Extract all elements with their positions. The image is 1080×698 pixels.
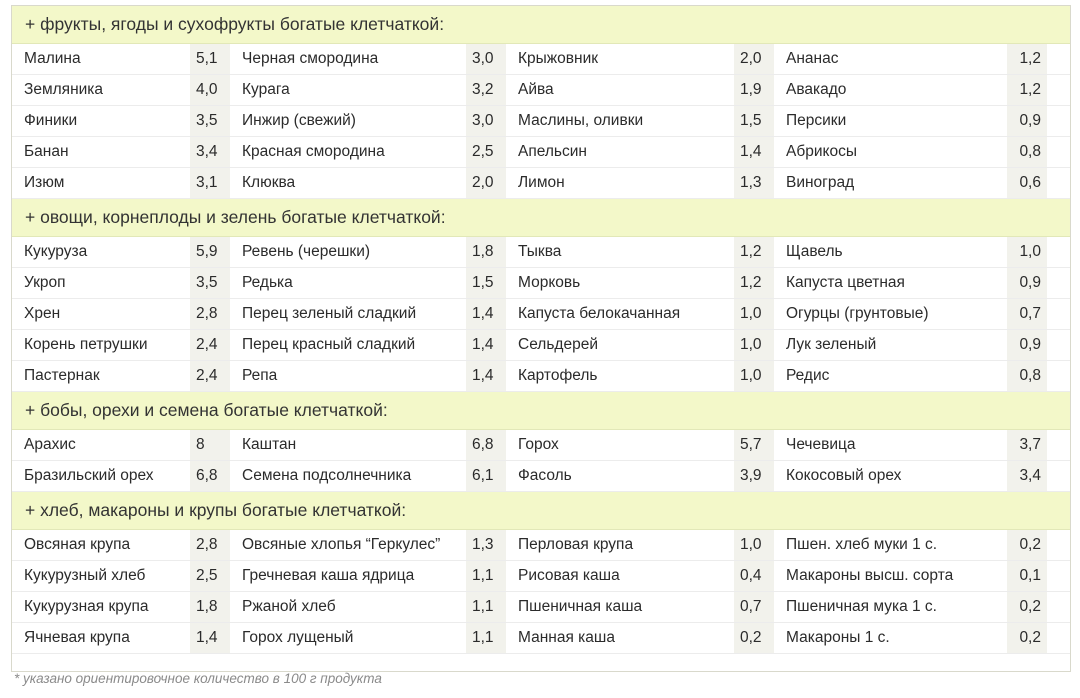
- fiber-value: 1,4: [190, 623, 230, 653]
- table-row: [12, 268, 1070, 299]
- fiber-value: 1,0: [734, 330, 774, 360]
- table-row: [12, 361, 1070, 392]
- section-header: + хлеб, макароны и крупы богатые клетчаткой:: [12, 492, 1070, 530]
- fiber-value: 6,8: [190, 461, 230, 491]
- product-name: Капуста цветная: [786, 274, 905, 291]
- table-row: [12, 299, 1070, 330]
- fiber-value: 2,8: [190, 530, 230, 560]
- product-name: Инжир (свежий): [242, 112, 356, 129]
- product-name: Перец красный сладкий: [242, 336, 416, 353]
- fiber-value: 1,4: [466, 361, 506, 391]
- fiber-value: 3,5: [190, 268, 230, 298]
- fiber-value: 3,1: [190, 168, 230, 198]
- fiber-value: 2,4: [190, 330, 230, 360]
- fiber-value: 1,2: [734, 268, 774, 298]
- product-name: Крыжовник: [518, 50, 599, 67]
- table-row: [12, 75, 1070, 106]
- product-name: Красная смородина: [242, 143, 385, 160]
- fiber-value: 1,3: [466, 530, 506, 560]
- table-row: [12, 530, 1070, 561]
- fiber-value: 5,1: [190, 44, 230, 74]
- product-name: Картофель: [518, 367, 598, 384]
- fiber-value: 1,8: [190, 592, 230, 622]
- fiber-value: 1,9: [734, 75, 774, 105]
- fiber-value: 1,1: [466, 561, 506, 591]
- fiber-value: 2,5: [466, 137, 506, 167]
- product-name: Хрен: [24, 305, 61, 322]
- table-row: [12, 430, 1070, 461]
- fiber-value: 3,2: [466, 75, 506, 105]
- fiber-value: 1,4: [734, 137, 774, 167]
- section-header: + овощи, корнеплоды и зелень богатые клетчаткой:: [12, 199, 1070, 237]
- fiber-value: 3,4: [190, 137, 230, 167]
- fiber-value: 3,0: [466, 106, 506, 136]
- product-name: Морковь: [518, 274, 581, 291]
- product-name: Каштан: [242, 436, 297, 453]
- product-name: Апельсин: [518, 143, 587, 160]
- fiber-value: 0,9: [1007, 268, 1047, 298]
- product-name: Фасоль: [518, 467, 572, 484]
- product-name: Ржаной хлеб: [242, 598, 336, 615]
- fiber-value: 1,5: [466, 268, 506, 298]
- fiber-value: 1,0: [734, 299, 774, 329]
- fiber-value: 1,4: [466, 299, 506, 329]
- fiber-value: 0,2: [734, 623, 774, 653]
- product-name: Финики: [24, 112, 78, 129]
- product-name: Семена подсолнечника: [242, 467, 412, 484]
- product-name: Лимон: [518, 174, 565, 191]
- table-row: [12, 106, 1070, 137]
- product-name: Тыква: [518, 243, 562, 260]
- fiber-value: 0,9: [1007, 330, 1047, 360]
- table-row: [12, 561, 1070, 592]
- product-name: Редька: [242, 274, 293, 291]
- product-name: Перловая крупа: [518, 536, 634, 553]
- fiber-value: 1,4: [466, 330, 506, 360]
- product-name: Ананас: [786, 50, 839, 67]
- product-name: Ревень (черешки): [242, 243, 371, 260]
- fiber-value: 0,8: [1007, 137, 1047, 167]
- fiber-value: 0,4: [734, 561, 774, 591]
- fiber-value: 4,0: [190, 75, 230, 105]
- fiber-value: 0,9: [1007, 106, 1047, 136]
- product-name: Кукурузная крупа: [24, 598, 149, 615]
- fiber-value: 2,0: [734, 44, 774, 74]
- fiber-value: 2,5: [190, 561, 230, 591]
- fiber-value: 0,1: [1007, 561, 1047, 591]
- fiber-value: 5,7: [734, 430, 774, 460]
- fiber-value: 1,2: [1007, 44, 1047, 74]
- table-row: [12, 44, 1070, 75]
- table-row: [12, 237, 1070, 268]
- product-name: Репа: [242, 367, 278, 384]
- fiber-value: 3,5: [190, 106, 230, 136]
- product-name: Рисовая каша: [518, 567, 620, 584]
- product-name: Манная каша: [518, 629, 615, 646]
- fiber-value: 6,1: [466, 461, 506, 491]
- fiber-value: 1,1: [466, 623, 506, 653]
- product-name: Макароны 1 с.: [786, 629, 890, 646]
- product-name: Банан: [24, 143, 69, 160]
- product-name: Черная смородина: [242, 50, 379, 67]
- fiber-value: 8: [190, 430, 230, 460]
- fiber-value: 1,0: [734, 530, 774, 560]
- product-name: Огурцы (грунтовые): [786, 305, 929, 322]
- fiber-value: 3,0: [466, 44, 506, 74]
- product-name: Айва: [518, 81, 554, 98]
- product-name: Малина: [24, 50, 81, 67]
- product-name: Макароны высш. сорта: [786, 567, 954, 584]
- fiber-value: 1,8: [466, 237, 506, 267]
- fiber-value: 1,5: [734, 106, 774, 136]
- fiber-value: 1,1: [466, 592, 506, 622]
- product-name: Горох: [518, 436, 559, 453]
- fiber-value: 1,2: [1007, 75, 1047, 105]
- footnote: * указано ориентировочное количество в 100 г продукта: [14, 671, 382, 686]
- product-name: Укроп: [24, 274, 66, 291]
- fiber-value: 3,4: [1007, 461, 1047, 491]
- product-name: Перец зеленый сладкий: [242, 305, 417, 322]
- product-name: Клюква: [242, 174, 296, 191]
- fiber-value: 1,3: [734, 168, 774, 198]
- product-name: Абрикосы: [786, 143, 857, 160]
- fiber-value: 0,7: [1007, 299, 1047, 329]
- table-row: [12, 592, 1070, 623]
- product-name: Маслины, оливки: [518, 112, 644, 129]
- fiber-table: [11, 5, 1071, 672]
- product-name: Кокосовый орех: [786, 467, 902, 484]
- fiber-value: 1,0: [1007, 237, 1047, 267]
- fiber-value: 0,6: [1007, 168, 1047, 198]
- product-name: Изюм: [24, 174, 65, 191]
- fiber-value: 0,2: [1007, 530, 1047, 560]
- product-name: Земляника: [24, 81, 104, 98]
- fiber-value: 0,7: [734, 592, 774, 622]
- section-header: + бобы, орехи и семена богатые клетчаткой:: [12, 392, 1070, 430]
- product-name: Виноград: [786, 174, 855, 191]
- product-name: Пастернак: [24, 367, 100, 384]
- fiber-value: 2,4: [190, 361, 230, 391]
- product-name: Редис: [786, 367, 830, 384]
- product-name: Гречневая каша ядрица: [242, 567, 415, 584]
- product-name: Арахис: [24, 436, 76, 453]
- table-row: [12, 168, 1070, 199]
- product-name: Авакадо: [786, 81, 847, 98]
- product-name: Бразильский орех: [24, 467, 154, 484]
- product-name: Горох лущеный: [242, 629, 354, 646]
- product-name: Щавель: [786, 243, 843, 260]
- fiber-value: 2,0: [466, 168, 506, 198]
- fiber-value: 3,9: [734, 461, 774, 491]
- product-name: Кукуруза: [24, 243, 88, 260]
- table-row: [12, 623, 1070, 654]
- product-name: Ячневая крупа: [24, 629, 130, 646]
- fiber-value: 3,7: [1007, 430, 1047, 460]
- fiber-value: 0,8: [1007, 361, 1047, 391]
- table-row: [12, 137, 1070, 168]
- product-name: Сельдерей: [518, 336, 598, 353]
- fiber-value: 2,8: [190, 299, 230, 329]
- product-name: Овсяная крупа: [24, 536, 131, 553]
- fiber-value: 5,9: [190, 237, 230, 267]
- product-name: Пшен. хлеб муки 1 с.: [786, 536, 938, 553]
- section-header: + фрукты, ягоды и сухофрукты богатые клетчаткой:: [12, 6, 1070, 44]
- product-name: Пшеничная мука 1 с.: [786, 598, 937, 615]
- product-name: Персики: [786, 112, 847, 129]
- table-row: [12, 330, 1070, 361]
- fiber-value: 1,0: [734, 361, 774, 391]
- table-row: [12, 461, 1070, 492]
- product-name: Лук зеленый: [786, 336, 877, 353]
- product-name: Овсяные хлопья “Геркулес”: [242, 536, 441, 553]
- product-name: Кукурузный хлеб: [24, 567, 146, 584]
- fiber-value: 0,2: [1007, 592, 1047, 622]
- product-name: Курага: [242, 81, 290, 98]
- fiber-value: 0,2: [1007, 623, 1047, 653]
- product-name: Чечевица: [786, 436, 856, 453]
- product-name: Капуста белокачанная: [518, 305, 681, 322]
- product-name: Корень петрушки: [24, 336, 148, 353]
- fiber-value: 6,8: [466, 430, 506, 460]
- fiber-value: 1,2: [734, 237, 774, 267]
- product-name: Пшеничная каша: [518, 598, 643, 615]
